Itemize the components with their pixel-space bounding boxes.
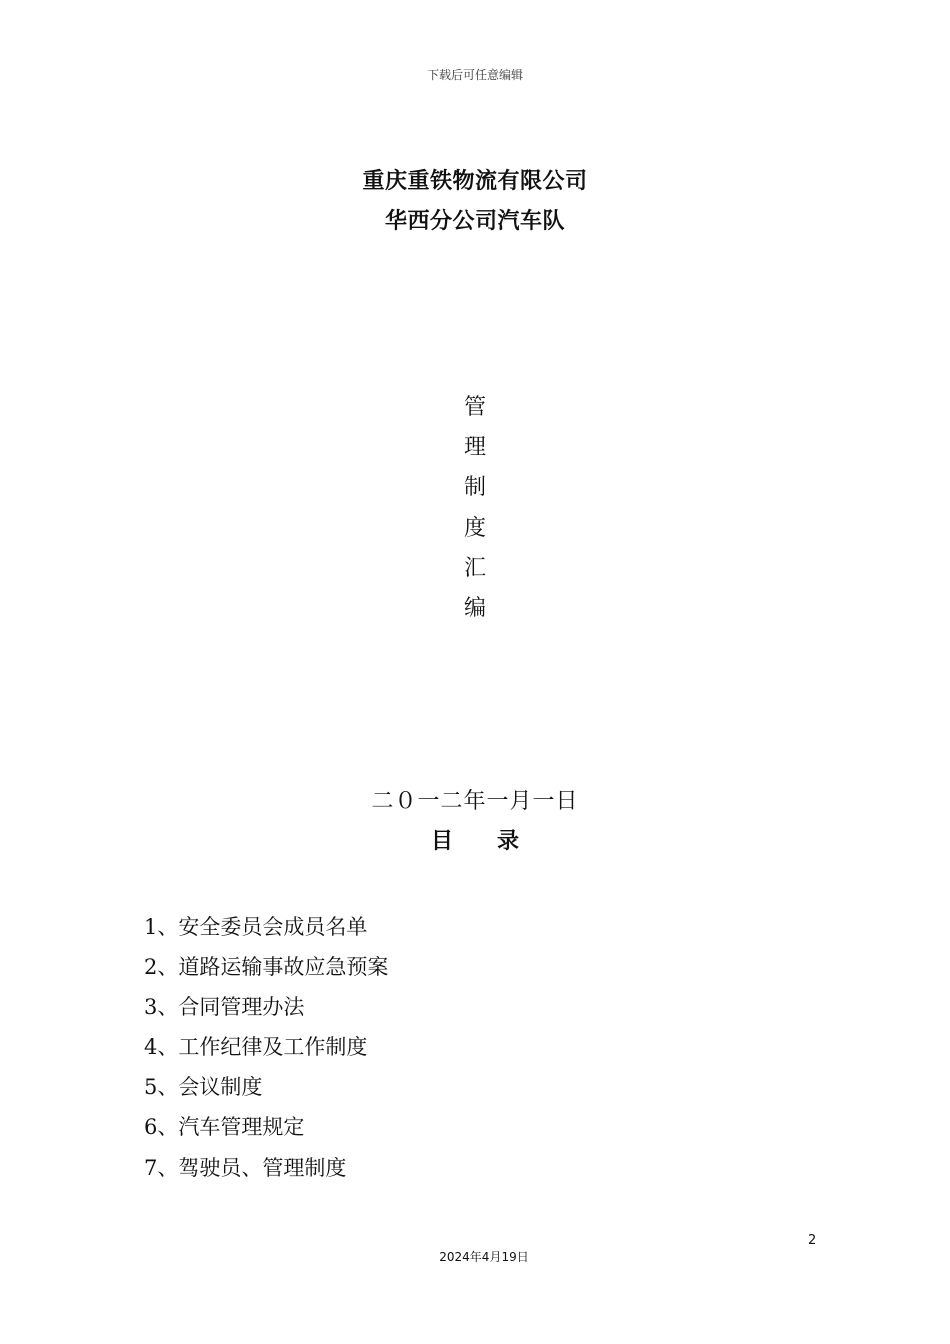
title-char: 管: [463, 395, 486, 420]
title-char: 理: [463, 435, 486, 461]
document-title-vertical: [0, 392, 950, 633]
title-char: 编: [463, 595, 486, 621]
toc-item: 6、汽车管理规定: [144, 1115, 305, 1140]
toc-item: 2、道路运输事故应急预案: [144, 955, 389, 980]
toc-item: 5、会议制度: [144, 1075, 263, 1100]
page-number: 2: [808, 1233, 817, 1248]
toc-item: 1、安全委员会成员名单: [144, 915, 368, 939]
toc-item: 4、工作纪律及工作制度: [144, 1035, 368, 1060]
header-note: 下载后可任意编辑: [426, 68, 523, 82]
branch-name: 华西分公司汽车队: [384, 209, 565, 234]
company-name: 重庆重铁物流有限公司: [362, 169, 588, 194]
title-char: 汇: [463, 555, 486, 581]
title-char: 制: [463, 475, 486, 501]
toc-title: 目 录: [430, 829, 519, 854]
document-date: 二０一二年一月一日: [371, 789, 579, 814]
toc-item: 7、驾驶员、管理制度: [144, 1155, 347, 1180]
toc-item: 3、合同管理办法: [144, 995, 305, 1020]
toc-list: [144, 911, 388, 1192]
title-char: 度: [463, 515, 486, 541]
footer-date: 2024年4月19日: [439, 1250, 529, 1264]
